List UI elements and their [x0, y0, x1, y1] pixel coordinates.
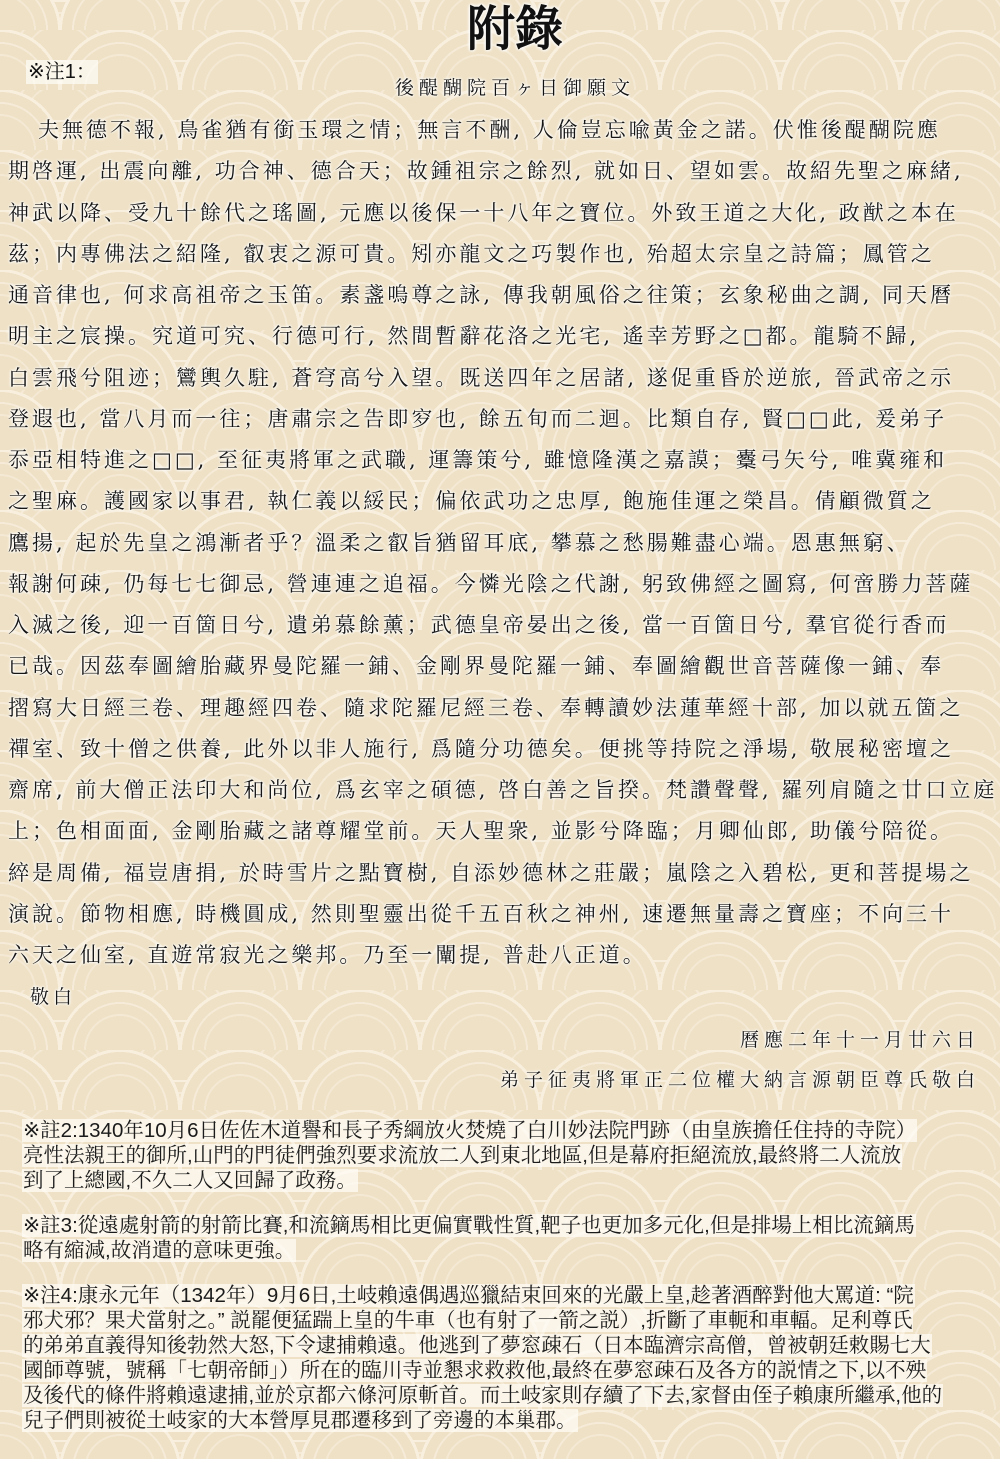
note-1-label: ※注1： — [28, 61, 96, 83]
footnote-text: 略有縮減,故消遣的意味更強。 — [23, 1239, 296, 1262]
document-date: 曆應二年十一月廿六日 — [739, 1029, 980, 1051]
footnote-line — [22, 1283, 997, 1308]
body-line: 白雲飛兮阻迹；鸞輿久駐, 蒼穹高兮入望。既送四年之居諸, 遂促重昏於逆旅, 晉武帝之示 — [8, 365, 955, 390]
footnote-text: 的弟弟直義得知後勃然大怒,下令逮捕賴遠。他逃到了夢窓疎石（日本臨濟宗高僧，曾被朝廷敕賜七大 — [23, 1334, 931, 1357]
footnote-line — [22, 1118, 997, 1143]
footnote-text: 兒子們則被從土岐家的大本營厚見郡遷移到了旁邊的本巢郡。 — [23, 1409, 577, 1432]
body-line: 摺寫大日經三卷、理趣經四卷、隨求陀羅尼經三卷、奉轉讀妙法蓮華經十部, 加以就五箇之 — [8, 695, 964, 720]
body-line: 茲；内專佛法之紹隆, 叡衷之源可貴。矧亦龍文之巧製作也, 殆超太宗皇之詩篇；鳳管之 — [8, 241, 935, 266]
body-line: 上；色相面面, 金剛胎藏之諸尊耀堂前。天人聖衆, 並影兮降臨；月卿仙郎, 助儀兮陪從。 — [8, 819, 955, 844]
footnote-line — [22, 1358, 997, 1383]
body-line: 入滅之後, 迎一百箇日兮, 遺弟慕餘薰；武德皇帝晏出之後, 當一百箇日兮, 羣官從行香而 — [8, 613, 950, 637]
page-title: 附錄 — [466, 3, 563, 56]
footnote-line — [22, 1383, 997, 1408]
footnote-line — [22, 1238, 997, 1263]
body-line: 登遐也, 當八月而一往；唐肅宗之告即穸也, 餘五旬而二迴。比類自存, 賢□□此, 爰弟子 — [8, 406, 948, 431]
footnote-line — [22, 1308, 997, 1333]
document-title: 後醍醐院百ヶ日御願文 — [395, 77, 636, 99]
footnote-line — [22, 1408, 997, 1433]
body-line: 報謝何疎, 仍每七七御忌, 營連連之追福。今憐光陰之代謝, 躬致佛經之圖寫, 何啻勝力菩薩 — [8, 571, 974, 596]
footnote-text: 邪犬邪？果犬當射之。” 説罷便猛踹上皇的牛車（也有射了一箭之説）,折斷了車軛和車輻。足利尊氏 — [23, 1309, 913, 1332]
footnote-text: ※注4:康永元年（1342年）9月6日,土岐賴遠偶遇巡獵結束回來的光嚴上皇,趁著酒醉對他大罵道: “院 — [23, 1284, 914, 1307]
footnote-text: 到了上總國,不久二人又回歸了政務。 — [23, 1169, 357, 1192]
footnote-text: 國師尊號，號稱「七朝帝師」）所在的臨川寺並懇求救救他,最終在夢窓疎石及各方的説情之下,以不殃 — [23, 1359, 927, 1382]
body-line: 齋席, 前大僧正法印大和尚位, 爲玄宰之碩德, 啓白善之旨揆。梵讚聲聲, 羅列肩隨之廿口立庭 — [8, 778, 998, 802]
footnote-text: ※註2:1340年10月6日佐佐木道譽和長子秀綱放火焚燒了白川妙法院門跡（由皇族擔任住持的寺院） — [23, 1119, 917, 1142]
document-signature: 弟子征夷將軍正二位權大納言源朝臣尊氏敬白 — [499, 1069, 980, 1091]
body-line: 禪室、致十僧之供養, 此外以非人施行, 爲隨分功德矣。便挑等持院之淨場, 敬展秘密壇之 — [8, 736, 955, 761]
closing-salutation: 敬白 — [30, 986, 77, 1008]
body-line: 演說。節物相應, 時機圓成, 然則聖靈出從千五百秋之神州, 速遷無量壽之寶座；不向三十 — [8, 901, 955, 926]
body-line: 之聖麻。護國家以事君, 執仁義以綏民；偏依武功之忠厚, 飽施佳運之榮昌。倩顧微質之 — [8, 489, 935, 514]
footnote-text: 及後代的條件將賴遠逮捕,並於京都六條河原斬首。而土岐家則存續了下去,家督由侄子賴康所繼承,他的 — [23, 1384, 943, 1407]
document-body — [8, 110, 998, 976]
footnote-4 — [22, 1283, 997, 1433]
footnote-text: ※註3:從遠處射箭的射箭比賽,和流鏑馬相比更偏實戰性質,靶子也更加多元化,但是排場上相比流鏑馬 — [23, 1214, 915, 1237]
body-line: 已哉。因茲奉圖繪胎藏界曼陀羅一鋪、金剛界曼陀羅一鋪、奉圖繪觀世音菩薩像一鋪、奉 — [8, 654, 944, 679]
body-line: 綷是周備, 福豈唐捐, 於時雪片之點寶樹, 自添妙德林之莊嚴；嵐陰之入碧松, 更和菩提場之 — [8, 860, 974, 885]
body-line: 通音律也, 何求高祖帝之玉笛。素盞嗚尊之詠, 傳我朝風俗之往策；玄象秘曲之調, 同天曆 — [8, 283, 955, 307]
footnote-line — [22, 1213, 997, 1238]
body-line: 忝亞相特進之□□, 至征夷將軍之武職, 運籌策兮, 雖憶隆漢之嘉謨；櫜弓矢兮, 唯冀雍和 — [8, 448, 948, 472]
body-line: 明主之宸操。究道可究、行德可行, 然間暫辭花洛之光宅, 遙幸芳野之□都。龍騎不歸, — [8, 324, 920, 349]
body-line: 鷹揚, 起於先皇之鴻漸者乎？溫柔之叡旨猶留耳底, 攀慕之愁腸難盡心端。恩惠無窮、 — [8, 530, 911, 555]
body-line: 六天之仙室, 直遊常寂光之樂邦。乃至一闡提, 普赴八正道。 — [8, 943, 647, 967]
footnote-3 — [22, 1213, 997, 1263]
footnote-2 — [22, 1118, 997, 1193]
body-line: 期啓運, 出震向離, 功合神、德合天；故鍾祖宗之餘烈, 就如日、望如雲。故紹先聖之麻緒, — [8, 159, 964, 184]
body-line: 夫無德不報, 鳥雀猶有銜玉環之情；無言不酬, 人倫豈忘喩黃金之諾。伏惟後醍醐院應 — [38, 118, 941, 142]
body-line: 神武以降、受九十餘代之瑤圖, 元應以後保一十八年之寶位。外致王道之大化, 政猷之本在 — [8, 200, 959, 225]
footnote-line — [22, 1143, 997, 1168]
footnote-text: 亮性法親王的御所,山門的門徒們強烈要求流放二人到東北地區,但是幕府拒絕流放,最終將二人流放 — [23, 1144, 902, 1167]
footnote-line — [22, 1333, 997, 1358]
footnote-line — [22, 1168, 997, 1193]
